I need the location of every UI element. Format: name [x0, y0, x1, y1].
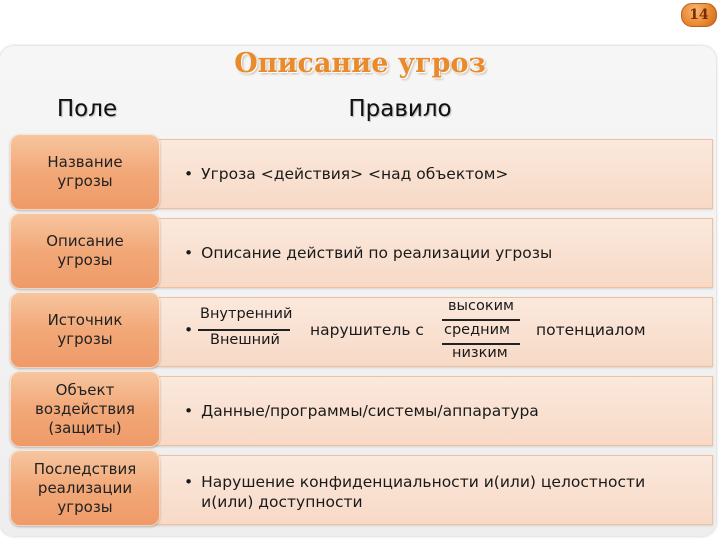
table-row-threat-consequences — [0, 450, 720, 526]
field-label: Название угрозы — [47, 153, 123, 190]
field-cell — [10, 371, 160, 447]
rule-text: Угроза <действия> <над объектом> — [201, 165, 509, 183]
field-cell — [10, 292, 160, 368]
potential-level-high: высоким — [448, 298, 514, 314]
bullet-icon: • — [184, 402, 194, 420]
bullet-icon: • — [184, 244, 194, 262]
field-cell — [10, 134, 160, 210]
source-middle-text: нарушитель с — [310, 321, 424, 339]
table-row-threat-source — [0, 292, 720, 368]
field-label: Описание угрозы — [46, 232, 124, 269]
table-row-threat-description — [0, 213, 720, 289]
potential-level-medium: средним — [444, 322, 510, 338]
rule-cell — [150, 376, 713, 446]
level-line-top — [442, 319, 520, 321]
bullet-icon: • — [184, 321, 194, 339]
page-number-badge: 14 — [681, 3, 717, 27]
bullet-icon: • — [184, 473, 194, 491]
source-type-internal: Внутренний — [200, 306, 293, 322]
fraction-line — [198, 329, 290, 331]
source-type-external: Внешний — [210, 332, 280, 348]
rule-text: Описание действий по реализации угрозы — [201, 244, 553, 262]
column-header-rule: Правило — [348, 96, 452, 122]
bullet-icon: • — [184, 165, 194, 183]
source-end-text: потенциалом — [536, 321, 646, 339]
rule-cell — [150, 139, 713, 209]
rule-cell — [150, 297, 713, 367]
rule-text: Данные/программы/системы/аппаратура — [201, 402, 539, 420]
rule-text: Нарушение конфиденциальности и(или) целостности и(или) доступности — [201, 473, 646, 511]
source-rule — [184, 298, 704, 366]
field-label: Источник угрозы — [47, 311, 123, 348]
potential-level-low: низким — [452, 345, 508, 361]
slide-title: Описание угроз — [234, 48, 486, 79]
rule-cell — [150, 218, 713, 288]
field-cell — [10, 213, 160, 289]
rule-cell — [150, 455, 713, 525]
field-cell — [10, 450, 160, 526]
column-header-field: Поле — [56, 96, 118, 122]
table-row-threat-name — [0, 134, 720, 210]
field-label: Последствия реализации угрозы — [33, 459, 137, 516]
field-label: Объект воздействия (защиты) — [35, 380, 135, 437]
table-row-impact-object — [0, 371, 720, 447]
